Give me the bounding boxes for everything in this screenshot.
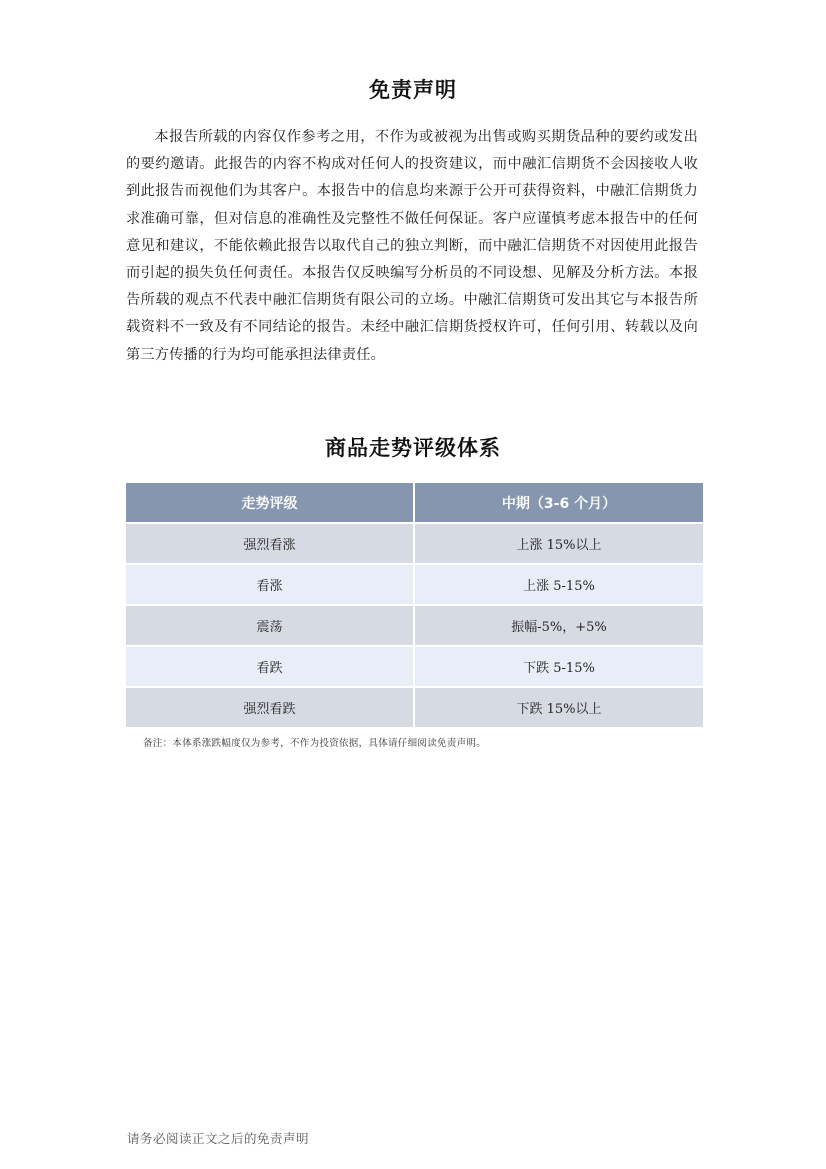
- term-column-header: 中期（3-6 个月）: [414, 483, 703, 523]
- table-note: 备注：本体系涨跌幅度仅为参考，不作为投资依据，具体请仔细阅读免责声明。: [143, 738, 487, 749]
- rating-table-header-row: [126, 483, 703, 523]
- range-cell: 上涨 5-15%: [414, 564, 703, 605]
- rating-cell: 强烈看跌: [126, 687, 414, 727]
- range-cell: 上涨 15%以上: [414, 523, 703, 564]
- disclaimer-title: 免责声明: [369, 78, 457, 102]
- table-row: [126, 646, 703, 687]
- table-row: [126, 605, 703, 646]
- rating-system-title: 商品走势评级体系: [325, 436, 501, 460]
- range-cell: 下跌 15%以上: [414, 687, 703, 727]
- rating-cell: 强烈看涨: [126, 523, 414, 564]
- range-cell: 下跌 5-15%: [414, 646, 703, 687]
- disclaimer-paragraph: 本报告所载的内容仅作参考之用，不作为或被视为出售或购买期货品种的要约或发出的要约邀请。此报告的内容不构成对任何人的投资建议，而中融汇信期货不会因接收人收到此报告而视他们为其客户。本报告中的信息均来源于公开可获得资料，中融汇信期货力求准确可靠，但对信息的准确性及完整性不做任何保证。客户应谨慎考虑本报告中的任何意见和建议，不能依赖此报告以取代自己的独立判断，而中融汇信期货不对因使用此报告而引起的损失负任何责任。本报告仅反映编写分析员的不同设想、见解及分析方法。本报告所载的观点不代表中融汇信期货有限公司的立场。中融汇信期货可发出其它与本报告所载资料不一致及有不同结论的报告。未经中融汇信期货授权许可，任何引用、转载以及向第三方传播的行为均可能承担法律责任。: [126, 129, 698, 363]
- rating-cell: 震荡: [126, 605, 414, 646]
- table-row: [126, 523, 703, 564]
- rating-cell: 看涨: [126, 564, 414, 605]
- table-row: [126, 687, 703, 727]
- page-footer: 请务必阅读正文之后的免责声明: [127, 1131, 310, 1146]
- rating-column-header: 走势评级: [126, 483, 414, 523]
- rating-cell: 看跌: [126, 646, 414, 687]
- table-row: [126, 564, 703, 605]
- rating-table: [126, 483, 703, 727]
- range-cell: 振幅-5%，+5%: [414, 605, 703, 646]
